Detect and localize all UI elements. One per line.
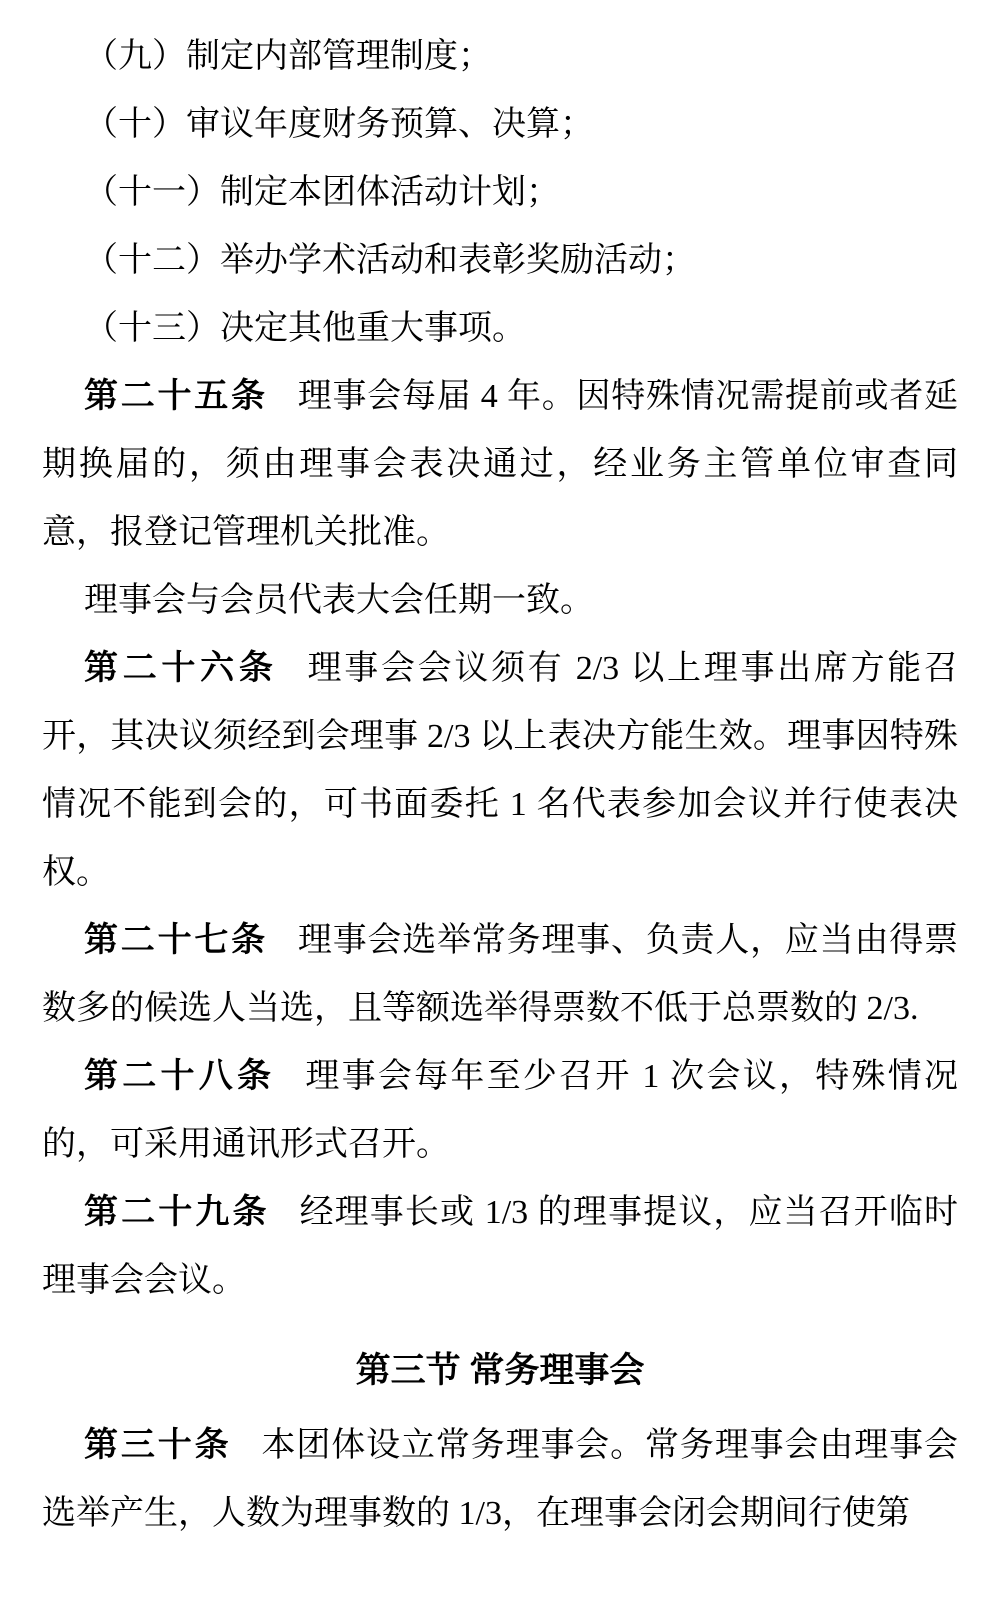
article-27	[42, 907, 958, 1043]
article-25-subparagraph: 理事会与会员代表大会任期一致。	[84, 582, 594, 619]
article-26-text: 理事会会议须有 2/3 以上理事出席方能召开，其决议须经到会理事 2/3 以上表决方能生效。理事因特殊情况不能到会的，可书面委托 1 名代表参加会议并行使表决权。	[42, 650, 959, 891]
list-item-12: （十二）举办学术活动和表彰奖励活动；	[84, 242, 696, 279]
article-25	[42, 363, 958, 567]
article-27-number: 第二十七条	[84, 922, 268, 959]
article-27-text: 理事会选举常务理事、负责人，应当由得票数多的候选人当选，且等额选举得票数不低于总票数的 2/3.	[42, 922, 959, 1027]
article-28	[42, 1043, 958, 1179]
article-30	[42, 1412, 958, 1548]
list-item-10: （十）审议年度财务预算、决算；	[84, 106, 594, 143]
article-25-text: 理事会每届 4 年。因特殊情况需提前或者延期换届的，须由理事会表决通过，经业务主管单位审查同意，报登记管理机关批准。	[42, 378, 958, 551]
article-29-text: 经理事长或 1/3 的理事提议，应当召开临时理事会会议。	[42, 1194, 959, 1299]
list-item-13: （十三）决定其他重大事项。	[84, 310, 526, 347]
list-item-9: （九）制定内部管理制度；	[84, 38, 492, 75]
article-29-number: 第二十九条	[84, 1194, 270, 1231]
article-30-number: 第三十条	[84, 1427, 232, 1464]
article-30-text: 本团体设立常务理事会。常务理事会由理事会选举产生，人数为理事数的 1/3，在理事会闭会期间行使第	[42, 1427, 959, 1532]
article-28-number: 第二十八条	[84, 1058, 276, 1095]
list-item-11: （十一）制定本团体活动计划；	[84, 174, 560, 211]
section-heading-3: 第三节 常务理事会	[355, 1351, 645, 1390]
article-25-number: 第二十五条	[84, 378, 268, 415]
article-26-number: 第二十六条	[84, 650, 278, 687]
article-29	[42, 1179, 958, 1315]
article-28-text: 理事会每年至少召开 1 次会议，特殊情况的，可采用通讯形式召开。	[42, 1058, 959, 1163]
article-26	[42, 635, 958, 907]
